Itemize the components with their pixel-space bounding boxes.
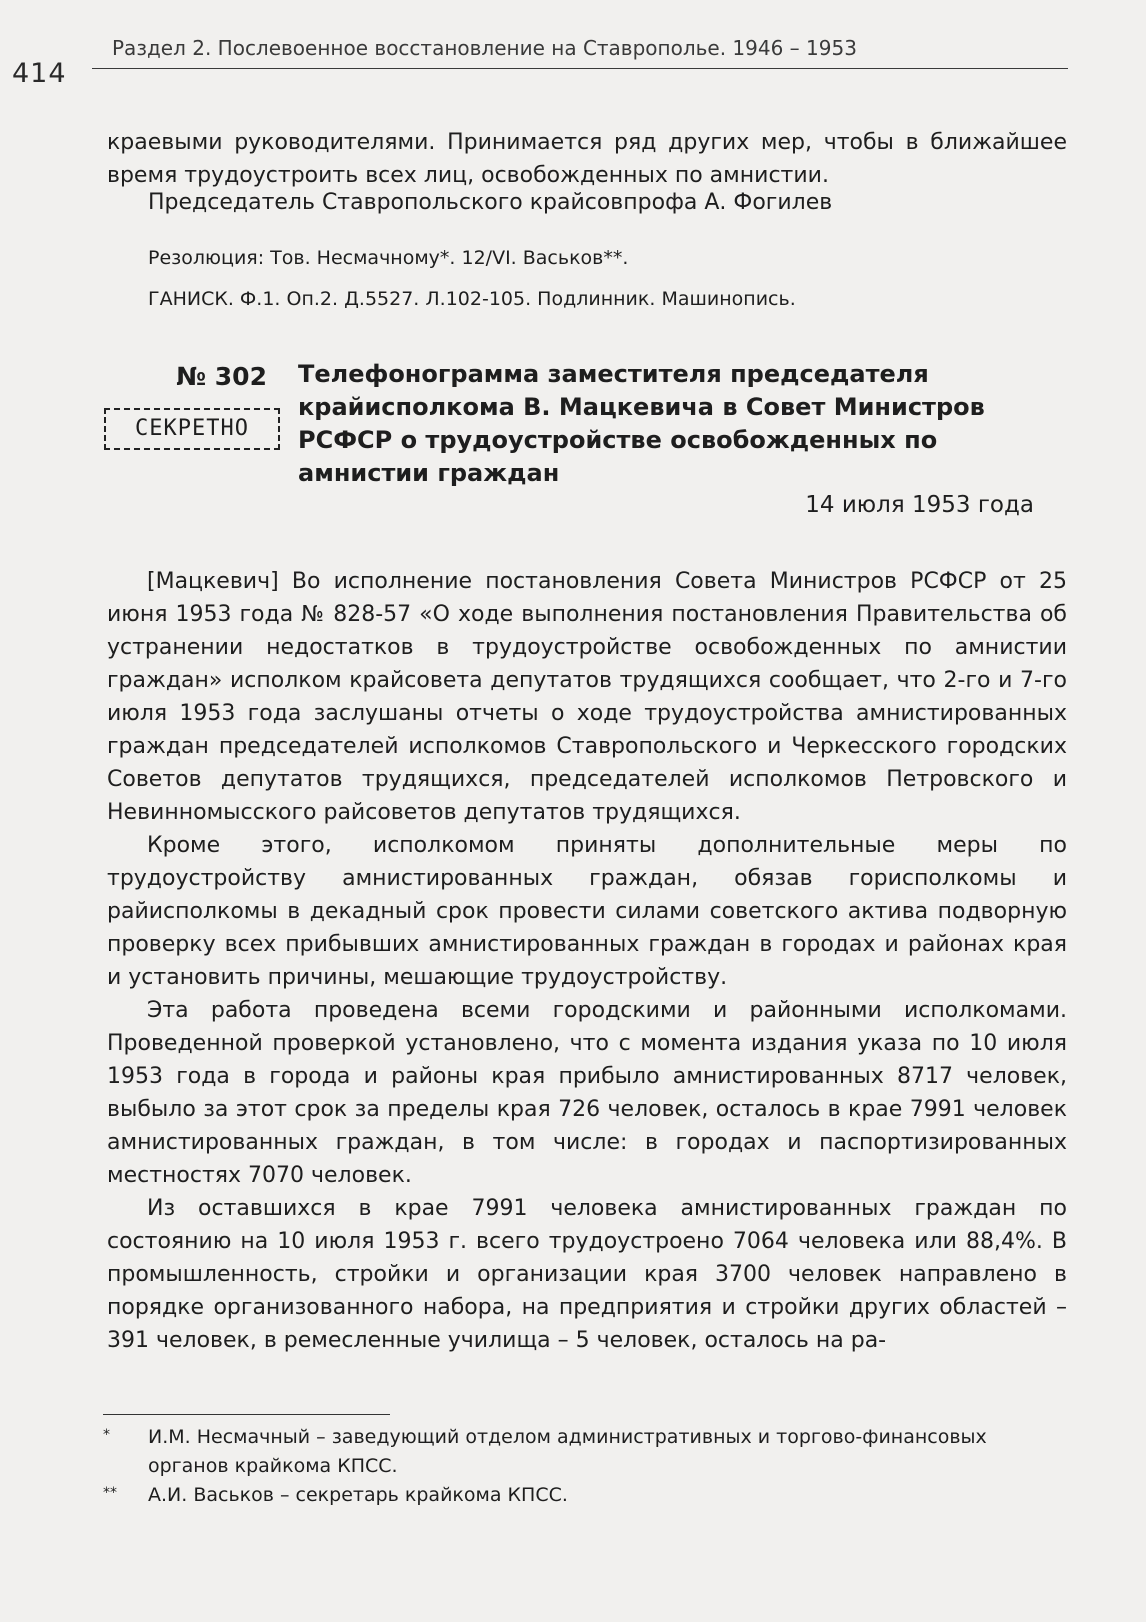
body-paragraph: [Мацкевич] Во исполнение постановления Совета Министров РСФСР от 25 июня 1953 года № 828-57 «О ходе выполнения постановления Правительства об устранении недостатков в трудоустройстве освобожденных по амнистии граждан» исполком крайсовета депутатов трудящихся сообщает, что 2-го и 7-го июля 1953 года заслушаны отчеты о ходе трудоустройства амнистированных граждан председателей исполкомов Ставропольского и Черкесского городских Советов депутатов трудящихся, председателей исполкомов Петровского и Невинномысского райсоветов депутатов трудящихся. bbox=[107, 569, 1067, 825]
document-title: Телефонограмма заместителя председателя крайисполкома В. Мацкевича в Совет Министров РСФСР о трудоустройстве освобожденных по амнистии граждан bbox=[298, 360, 985, 487]
document-number: № 302 bbox=[176, 362, 267, 391]
footnote-mark: * bbox=[103, 1427, 110, 1443]
header-rule bbox=[92, 68, 1068, 69]
document-body bbox=[107, 565, 1067, 1357]
continuation-text: краевыми руководителями. Принимается ряд других мер, чтобы в ближайшее время трудоустроить всех лиц, освобожденных по амнистии. bbox=[107, 130, 1067, 188]
footnote bbox=[103, 1481, 1063, 1510]
footnotes bbox=[103, 1423, 1063, 1510]
previous-document-continuation bbox=[107, 126, 1067, 192]
footnote-text: И.М. Несмачный – заведующий отделом административных и торгово-финансовых органов крайкома КПСС. bbox=[148, 1426, 987, 1477]
footnote-mark: ** bbox=[103, 1485, 117, 1501]
body-paragraph: Кроме этого, исполкомом приняты дополнительные меры по трудоустройству амнистированных граждан, обязав горисполкомы и райисполкомы в декадный срок провести силами советского актива подворную проверку всех прибывших амнистированных граждан в городах и районах края и установить причины, мешающие трудоустройству. bbox=[107, 833, 1067, 990]
resolution-line: Резолюция: Тов. Несмачному*. 12/VI. Васьков**. bbox=[148, 247, 629, 269]
body-paragraph: Из оставшихся в крае 7991 человека амнистированных граждан по состоянию на 10 июля 1953 г. всего трудоустроено 7064 человека или 88,4%. В промышленность, стройки и организации края 3700 человек направлено в порядке организованного набора, на предприятия и стройки других областей – 391 человек, в ремесленные училища – 5 человек, осталось на ра- bbox=[107, 1196, 1067, 1353]
archive-reference: ГАНИСК. Ф.1. Оп.2. Д.5527. Л.102-105. Подлинник. Машинопись. bbox=[148, 288, 796, 310]
document-date: 14 июля 1953 года bbox=[805, 492, 1034, 518]
footnote-text: А.И. Васьков – секретарь крайкома КПСС. bbox=[148, 1484, 568, 1506]
body-paragraph: Эта работа проведена всеми городскими и районными исполкомами. Проведенной проверкой установлено, что с момента издания указа по 10 июля 1953 года в города и районы края прибыло амнистированных 8717 человек, выбыло за этот срок за пределы края 726 человек, осталось в крае 7991 человек амнистированных граждан, в том числе: в городах и паспортизированных местностях 7070 человек. bbox=[107, 998, 1067, 1188]
footnote bbox=[103, 1423, 1063, 1481]
secret-stamp: СЕКРЕТНО bbox=[104, 408, 280, 450]
page-number: 414 bbox=[12, 58, 67, 89]
footnote-rule bbox=[103, 1414, 390, 1415]
signature-line: Председатель Ставропольского крайсовпрофа А. Фогилев bbox=[148, 190, 833, 215]
running-head-title: Раздел 2. Послевоенное восстановление на Ставрополье. 1946 – 1953 bbox=[112, 36, 857, 60]
